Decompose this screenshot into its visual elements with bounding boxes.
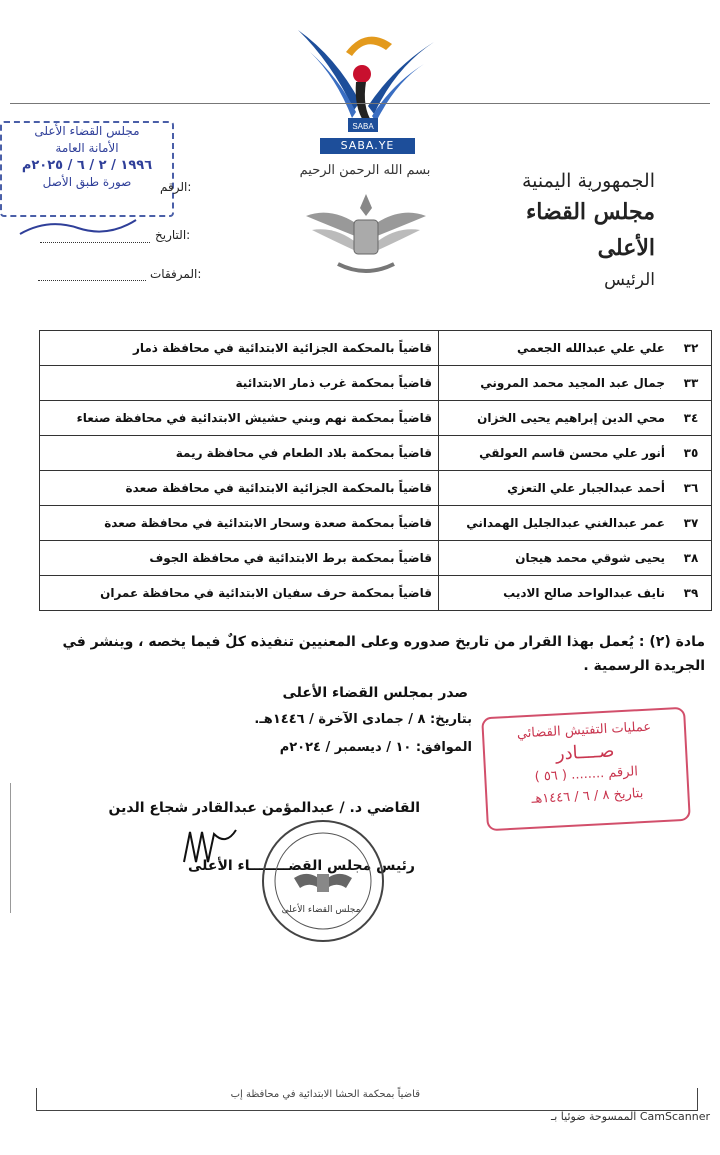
date-gregorian: الموافق: ١٠ / ديسمبر / ٢٠٢٤م xyxy=(279,740,472,755)
next-page-row-text: قاضياً بمحكمة الحشا الابتدائية في محافظة إب xyxy=(230,1089,420,1100)
issued-at: صدر بمجلس القضاء الأعلى xyxy=(282,685,468,701)
row-number: ٣٣ xyxy=(671,366,712,401)
table-row xyxy=(40,366,712,401)
stamp-line-4: صورة طبق الأصل xyxy=(42,175,132,189)
camscanner-watermark: الممسوحة ضوئيا بـ CamScanner xyxy=(551,1110,710,1123)
judge-name-cell: جمال عبد المجيد محمد المروني xyxy=(439,366,672,401)
header-rule xyxy=(10,103,710,104)
table-row xyxy=(40,331,712,366)
row-number: ٣٢ xyxy=(671,331,712,366)
initials-signature xyxy=(18,214,138,238)
posting-cell: قاضياً بمحكمة برط الابتدائية في محافظة الجوف xyxy=(40,541,439,576)
stamp-line-3: ١٩٩٦ / ٢ / ٦ / ٢٠٢٥م xyxy=(21,158,153,173)
judge-name-cell: نايف عبدالواحد صالح الاديب xyxy=(439,576,672,611)
appointments-table xyxy=(39,330,712,611)
stamp-line-2: الأمانة العامة xyxy=(55,141,119,155)
judge-name-cell: أنور علي محسن قاسم العولقي xyxy=(439,436,672,471)
judge-name-cell: علي علي عبدالله الجعمي xyxy=(439,331,672,366)
row-number: ٣٤ xyxy=(671,401,712,436)
judge-name-cell: عمر عبدالغني عبدالجليل الهمداني xyxy=(439,506,672,541)
date-line xyxy=(40,242,150,243)
attachments-label: المرفقات: xyxy=(150,267,202,281)
president-title: الرئيس xyxy=(604,270,655,290)
basmala: بسم الله الرحمن الرحيم xyxy=(299,163,431,178)
saba-logo xyxy=(296,22,436,154)
svg-text:SABA: SABA xyxy=(352,122,374,131)
posting-cell: قاضياً بمحكمة حرف سفيان الابتدائية في محافظة عمران xyxy=(40,576,439,611)
judge-name-cell: أحمد عبدالجبار علي التعزي xyxy=(439,471,672,506)
judge-name-cell: محي الدين إبراهيم يحيى الخزان xyxy=(439,401,672,436)
red-stamp-line-3: الرقم ........ ( ٥٦ ) xyxy=(534,764,639,785)
red-stamp-line-1: عمليات التفتيش القضائي xyxy=(516,719,652,742)
table-row xyxy=(40,401,712,436)
table-row xyxy=(40,471,712,506)
logo-caption: SABA.YE xyxy=(320,138,415,154)
republic-name: الجمهورية اليمنية xyxy=(521,170,655,192)
outgoing-stamp xyxy=(481,707,691,832)
posting-cell: قاضياً بمحكمة صعدة وسحار الابتدائية في محافظة صعدة xyxy=(40,506,439,541)
row-number: ٣٥ xyxy=(671,436,712,471)
seal-caption: مجلس القضاء الأعلى xyxy=(281,905,361,915)
table-row xyxy=(40,541,712,576)
row-number: ٣٦ xyxy=(671,471,712,506)
eagle-emblem xyxy=(302,186,430,278)
council-seal xyxy=(262,820,384,942)
article-2 xyxy=(15,630,705,678)
date-label: التاريخ: xyxy=(155,228,191,242)
table-row xyxy=(40,576,712,611)
margin-line xyxy=(10,783,11,913)
stamp-line-1: مجلس القضاء الأعلى xyxy=(34,124,140,138)
article-line-1: مادة (٢) : يُعمل بهذا القرار من تاريخ صدوره وعلى المعنيين تنفيذه كلٌ فيما يخصه ، وينشر في xyxy=(62,634,705,650)
posting-cell: قاضياً بمحكمة غرب ذمار الابتدائية xyxy=(40,366,439,401)
red-stamp-line-2: صــــادر xyxy=(555,740,615,765)
row-number: ٣٨ xyxy=(671,541,712,576)
judge-name-cell: يحيى شوقي محمد هيجان xyxy=(439,541,672,576)
president-signature-title: رئيس مجلس القضــــــــاء الأعلى xyxy=(188,858,415,874)
council-name: مجلس القضاء الأعلى xyxy=(525,199,655,261)
table-row xyxy=(40,506,712,541)
attachments-line xyxy=(38,280,146,281)
posting-cell: قاضياً بمحكمة بلاد الطعام في محافظة ريمة xyxy=(40,436,439,471)
row-number: ٣٧ xyxy=(671,506,712,541)
seal-emblem-icon xyxy=(264,822,382,940)
issuer-block xyxy=(475,168,655,294)
row-number: ٣٩ xyxy=(671,576,712,611)
date-hijri: بتاريخ: ٨ / جمادى الآخرة / ١٤٤٦هـ. xyxy=(254,712,472,727)
article-line-2: الجريدة الرسمية . xyxy=(583,658,705,674)
reception-stamp xyxy=(0,121,174,217)
ref-label: الرقم: xyxy=(160,180,192,194)
judge-name: القاضي د. / عبدالمؤمن عبدالقادر شجاع الدين xyxy=(108,800,420,816)
posting-cell: قاضياً بالمحكمة الجزائية الابتدائية في محافظة صعدة xyxy=(40,471,439,506)
red-stamp-line-4: بتاريخ ٨ / ٦ / ١٤٤٦هـ xyxy=(531,786,644,807)
posting-cell: قاضياً بمحكمة نهم وبني حشيش الابتدائية في محافظة صنعاء xyxy=(40,401,439,436)
table-row xyxy=(40,436,712,471)
posting-cell: قاضياً بالمحكمة الجزائية الابتدائية في محافظة ذمار xyxy=(40,331,439,366)
